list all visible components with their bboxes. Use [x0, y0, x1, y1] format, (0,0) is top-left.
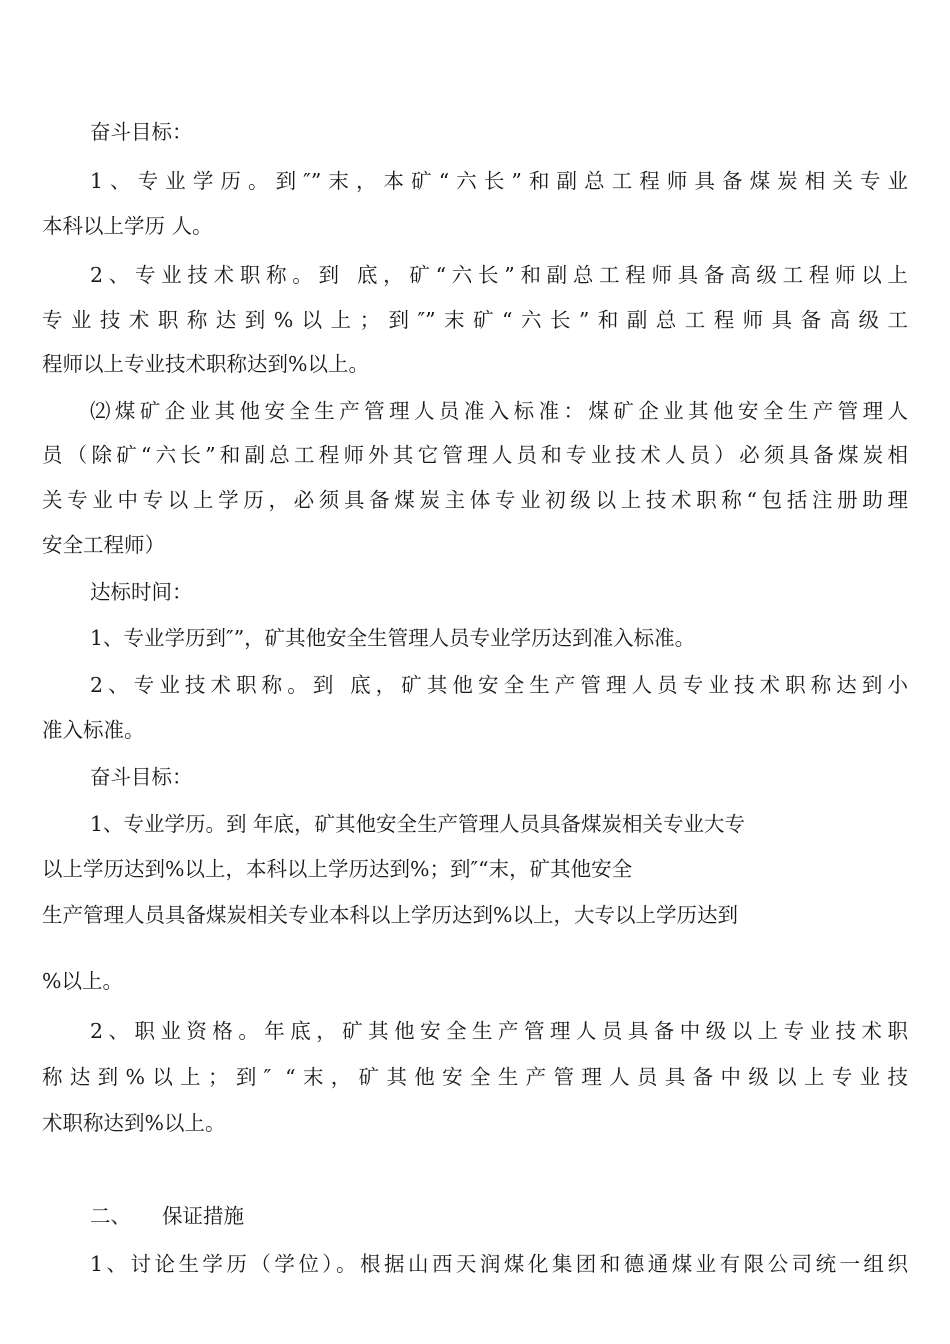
paragraph-line: 奋斗目标： [90, 120, 193, 144]
paragraph-line: 专业技术职称达到%以上；到″”末矿“六长”和副总工程师具备高级工 [42, 308, 908, 332]
paragraph-line: 1、专业学历。到″”末，本矿“六长”和副总工程师具备煤炭相关专业 [90, 169, 908, 193]
paragraph-line: 1、专业学历到″”，矿其他安全生管理人员专业学历达到准入标准。 [90, 626, 696, 650]
paragraph-line: 本科以上学历 人。 [42, 214, 213, 238]
paragraph-line: 达标时间： [90, 580, 193, 604]
paragraph-line: 2、专业技术职称。到 底，矿其他安全生产管理人员专业技术职称达到小 [90, 673, 908, 697]
paragraph-line: 2、职业资格。年底，矿其他安全生产管理人员具备中级以上专业技术职 [90, 1019, 908, 1043]
paragraph-line: 安全工程师） [42, 533, 165, 557]
section-title: 保证措施 [162, 1204, 244, 1228]
paragraph-line: 准入标准。 [42, 718, 145, 742]
paragraph-line: 关专业中专以上学历，必须具备煤炭主体专业初级以上技术职称“包括注册助理 [42, 488, 908, 512]
paragraph-line: ⑵煤矿企业其他安全生产管理人员准入标准：煤矿企业其他安全生产管理人 [90, 399, 908, 423]
paragraph-line: 术职称达到%以上。 [42, 1111, 226, 1135]
paragraph-line: 2、专业技术职称。到 底，矿“六长”和副总工程师具备高级工程师以上 [90, 263, 908, 287]
paragraph-line: 以上学历达到%以上，本科以上学历达到%；到″“末，矿其他安全 [42, 857, 633, 881]
paragraph-line: 称达到%以上；到″ “末，矿其他安全生产管理人员具备中级以上专业技 [42, 1065, 908, 1089]
paragraph-line: 1、专业学历。到 年底，矿其他安全生产管理人员具备煤炭相关专业大专 [90, 812, 746, 836]
paragraph-line: %以上。 [42, 969, 123, 993]
paragraph-line: 程师以上专业技术职称达到%以上。 [42, 352, 369, 376]
section-number: 二、 [90, 1204, 131, 1228]
paragraph-line: 奋斗目标： [90, 765, 193, 789]
paragraph-line: 生产管理人员具备煤炭相关专业本科以上学历达到%以上，大专以上学历达到 [42, 903, 738, 927]
paragraph-line: 1、讨论生学历（学位）。根据山西天润煤化集团和德通煤业有限公司统一组织 [90, 1252, 908, 1276]
paragraph-line: 员（除矿“六长”和副总工程师外其它管理人员和专业技术人员）必须具备煤炭相 [42, 443, 908, 467]
section-heading [90, 1202, 908, 1230]
